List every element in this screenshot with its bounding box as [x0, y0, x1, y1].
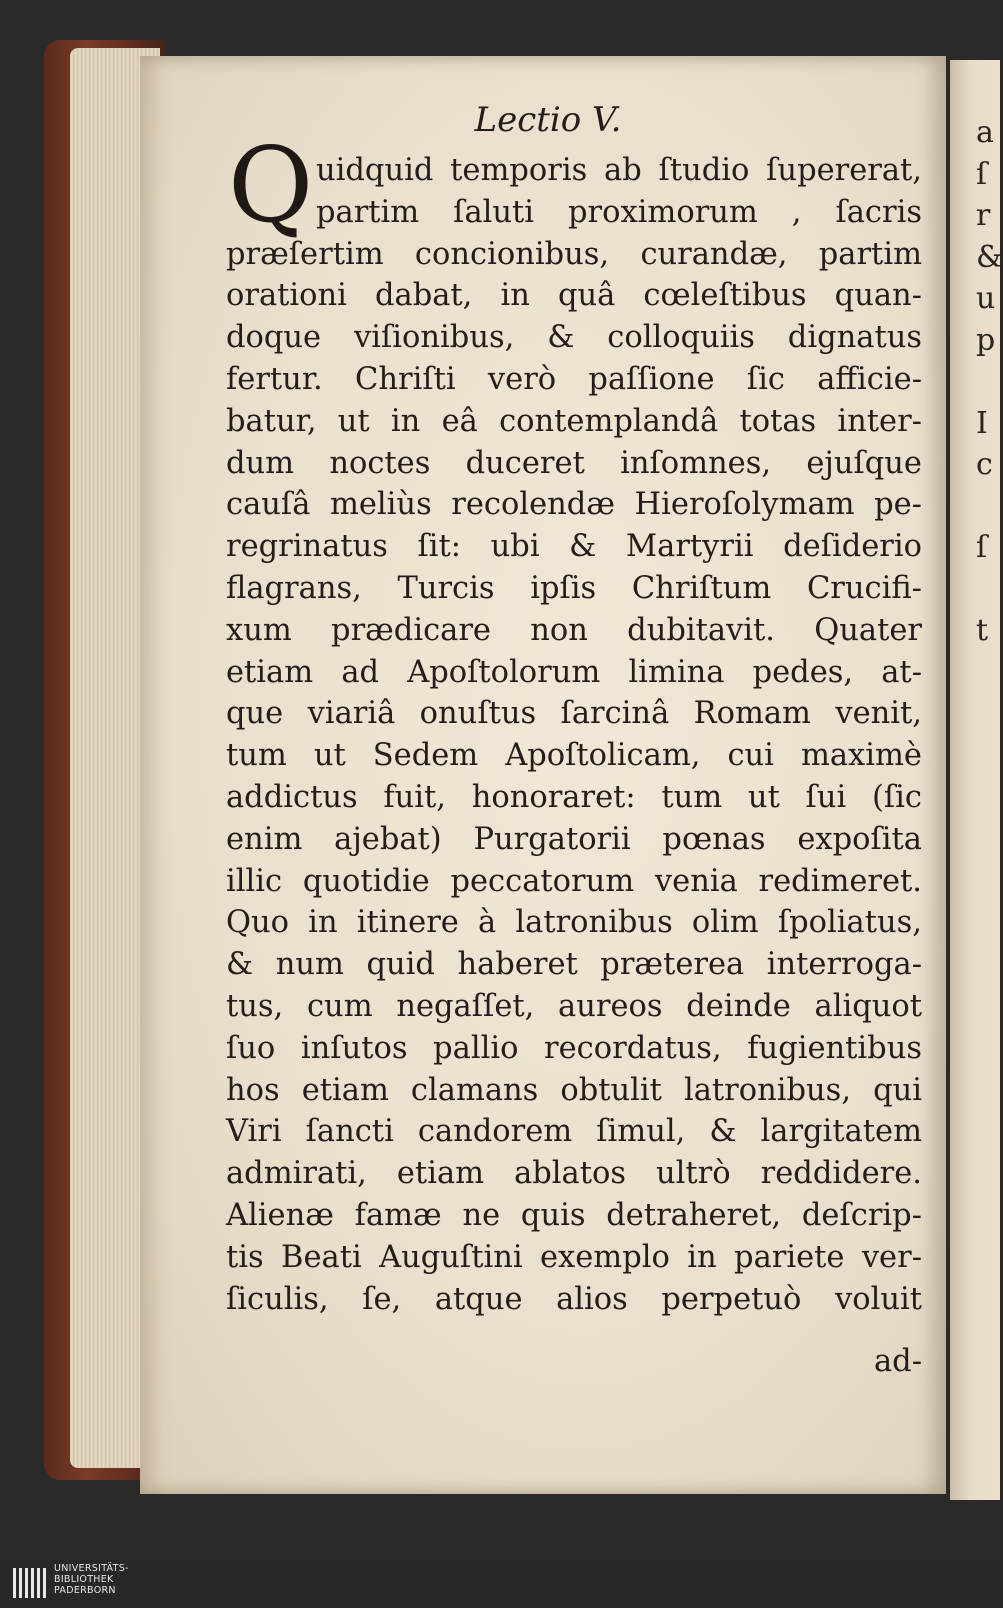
text-line: admirati, etiam ablatos ultrò reddidere.	[226, 1156, 922, 1192]
text-line: Quo in itinere à latronibus olim ſpoliatus,	[226, 905, 922, 941]
text-line: dum noctes duceret inſomnes, ejuſque	[226, 445, 922, 481]
facing-page-glyph	[976, 984, 1000, 1026]
facing-page-text-fragments	[976, 112, 1003, 1274]
facing-page-glyph: ſ	[976, 156, 988, 192]
facing-page-glyph	[976, 735, 1000, 777]
library-name-line2: BIBLIOTHEK	[54, 1574, 114, 1585]
text-line: addictus fuit, honoraret: tum ut ſui (ſic	[226, 779, 922, 815]
text-line: uidquid temporis ab ſtudio ſupererat,	[316, 153, 922, 188]
text-line: ſiculis, ſe, atque alios perpetuò voluit	[226, 1281, 922, 1317]
library-name	[54, 1563, 129, 1596]
text-line: Viri ſancti candorem ſimul, & largitatem	[226, 1114, 922, 1150]
text-line: præſertim concionibus, curandæ, partim	[226, 236, 922, 272]
library-logo-icon	[12, 1562, 50, 1604]
facing-page-glyph	[976, 942, 1000, 984]
text-line: orationi dabat, in quâ cœleſtibus quan-	[226, 278, 922, 314]
text-line: illic quotidie peccatorum venia redimeret.	[226, 863, 922, 899]
facing-page-glyph: I	[976, 405, 988, 441]
facing-page-glyph	[976, 1150, 1000, 1192]
facing-page-glyph: a	[976, 115, 994, 150]
facing-page-glyph	[976, 901, 1000, 943]
facing-page-glyph	[976, 693, 1000, 735]
facing-page-glyph	[976, 1067, 1000, 1109]
running-head: Lectio V.	[474, 100, 622, 140]
catchword: ad-	[873, 1344, 922, 1379]
text-line: enim ajebat) Purgatorii pœnas expoſita	[226, 821, 922, 857]
text-line: tis Beati Auguſtini exemplo in pariete ver-	[226, 1239, 922, 1275]
facing-page-glyph: ſ	[976, 530, 988, 565]
facing-page-glyph: t	[976, 613, 989, 648]
text-line: etiam ad Apoſtolorum limina pedes, at-	[226, 654, 922, 690]
body-text	[226, 150, 922, 1320]
text-line: xum prædicare non dubitavit. Quater	[226, 612, 922, 648]
text-line: & num quid haberet præterea interroga-	[226, 947, 922, 983]
text-line: batur, ut in eâ contemplandâ totas inter-	[226, 403, 922, 439]
library-name-line1: UNIVERSITÄTS-	[54, 1563, 129, 1574]
facing-page-glyph	[976, 486, 1000, 528]
text-line: regrinatus ſit: ubi & Martyrii deſiderio	[226, 529, 922, 565]
facing-page-glyph	[976, 361, 1000, 403]
text-line: partim ſaluti proximorum , ſacris	[316, 194, 922, 230]
footer-bar	[0, 1558, 1000, 1608]
text-line: que viariâ onuſtus ſarcinâ Romam venit,	[226, 696, 922, 732]
facing-page-glyph: r	[976, 198, 991, 233]
facing-page-glyph	[976, 569, 1000, 611]
text-line: tum ut Sedem Apoſtolicam, cui maximè	[226, 738, 922, 774]
text-line: ſuo inſutos pallio recordatus, fugientibus	[226, 1030, 922, 1066]
facing-page-glyph: c	[976, 447, 993, 482]
library-name-line3: PADERBORN	[54, 1585, 116, 1596]
text-line: doque viſionibus, & colloquiis dignatus	[226, 320, 922, 356]
facing-page-glyph	[976, 776, 1000, 818]
facing-page-glyph	[976, 859, 1000, 901]
facing-page-glyph	[976, 1025, 1000, 1067]
facing-page-glyph	[976, 1108, 1000, 1150]
text-line: tus, cum negaſſet, aureos deinde aliquot	[226, 988, 922, 1024]
text-line: cauſâ meliùs recolendæ Hieroſolymam pe-	[226, 487, 922, 523]
text-line: flagrans, Turcis ipſis Chriſtum Crucifi-	[226, 570, 922, 606]
facing-page-glyph	[976, 652, 1000, 694]
facing-page-glyph	[976, 1191, 1000, 1233]
facing-page-glyph: u	[976, 281, 996, 316]
facing-page-glyph: p	[976, 322, 996, 358]
text-line: hos etiam clamans obtulit latronibus, qui	[226, 1072, 922, 1108]
facing-page-glyph: &	[976, 239, 1003, 275]
drop-cap: Q	[228, 124, 314, 246]
text-line: Alienæ famæ ne quis detraheret, deſcrip-	[226, 1197, 922, 1233]
text-line: fertur. Chriſti verò paſſione ſic afficie-	[226, 361, 922, 397]
facing-page-glyph	[976, 1233, 1000, 1275]
facing-page-glyph	[976, 818, 1000, 860]
